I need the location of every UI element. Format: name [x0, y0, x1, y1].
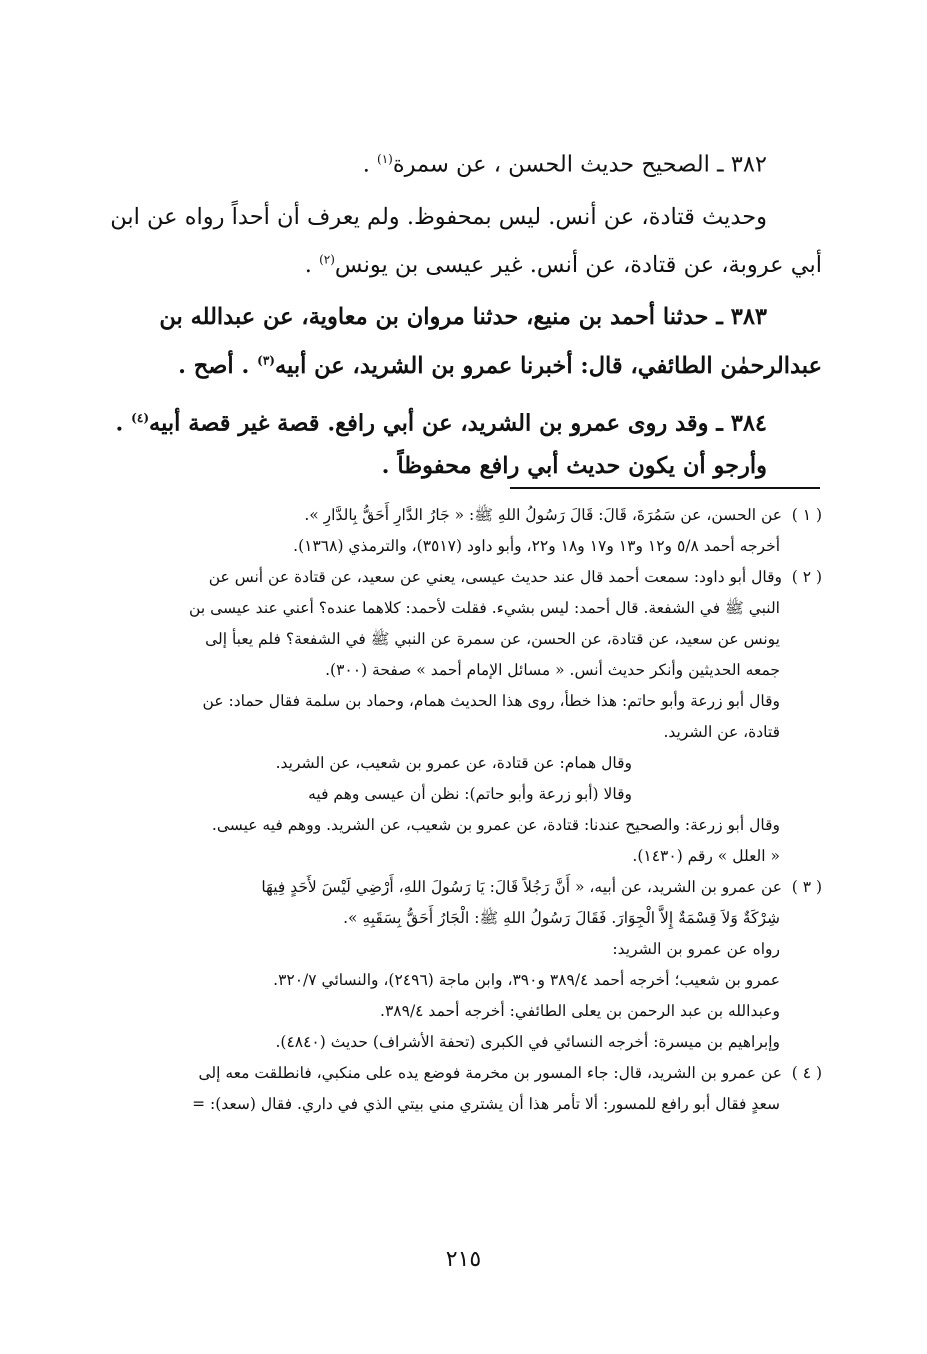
footnote-3 — [100, 872, 822, 1058]
footnote-line: وقال همام: عن قتادة، عن عمرو بن شعيب، عن الشريد. — [275, 754, 632, 772]
footnote-line: عن الحسن، عن سَمُرَةَ، قَالَ: قَالَ رَسُولُ اللهِ ﷺ: « جَارُ الدَّارِ أَحَقُّ بِالدَّارِ ». — [304, 506, 782, 524]
footnote-number: ( ٤ ) — [791, 1064, 822, 1082]
footnote-line: أخرجه أحمد ٥/٨ و١٢ و١٣ و١٧ و١٨ و٢٢، وأبو داود (٣٥١٧)، والترمذي (١٣٦٨). — [293, 537, 780, 555]
footnote-line: عمرو بن شعيب؛ أخرجه أحمد ٣٨٩/٤ و٣٩٠، وابن ماجة (٢٤٩٦)، والنسائي ٣٢٠/٧. — [273, 971, 780, 989]
footnote-line: وقال أبو داود: سمعت أحمد قال عند حديث عيسى، يعني عن سعيد، عن قتادة عن أنس عن — [208, 568, 782, 586]
footnote-line: سعدٍ فقال أبو رافع للمسور: ألا تأمر هذا أن يشتري مني بيتي الذي في داري. فقال (سعد): = — [192, 1095, 780, 1113]
footnote-line: « العلل » رقم (١٤٣٠). — [632, 847, 780, 865]
line: وأرجو أن يكون حديث أبي رافع محفوظاً . — [381, 453, 767, 479]
hadith-384 — [100, 397, 822, 489]
footnote-ref-4: (٤) — [131, 410, 149, 425]
hadith-382: ٣٨٢ ـ الصحيح حديث الحسن ، عن سمرة$^{(١)}$ . — [362, 151, 767, 178]
footnote-1 — [100, 500, 822, 562]
footnote-line: النبي ﷺ في الشفعة. قال أحمد: ليس بشيء. فقلت لأحمد: كلاهما عنده؟ أعني عند عيسى بن — [189, 599, 780, 617]
page-number: ٢١٥ — [445, 1247, 482, 1272]
footnote-line: قتادة، عن الشريد. — [663, 723, 780, 741]
footnote-line: عن عمرو بن الشريد، عن أبيه، « أَنَّ رَجُلاً قَالَ: يَا رَسُولَ اللهِ، أَرْضِي لَيْسَ لأَحَدٍ فِيهَا — [261, 878, 782, 896]
footnote-line: جمعه الحديثين وأنكر حديث أنس. « مسائل الإمام أحمد » صفحة (٣٠٠). — [325, 661, 780, 679]
hadith-382-text: ٣٨٢ ـ الصحيح حديث الحسن ، عن سمرة — [392, 151, 767, 178]
footnote-line: يونس عن سعيد، عن قتادة، عن الحسن، عن سمرة عن النبي ﷺ في الشفعة؟ فلم يعبأ إلى — [205, 630, 780, 648]
hadith-382-continued — [100, 196, 822, 288]
footnote-number: ( ٣ ) — [791, 878, 822, 896]
footnote-number: ( ١ ) — [791, 506, 822, 524]
line: عبدالرحمٰن الطائفي، قال: أخبرنا عمرو بن الشريد، عن أبيه$^{(٣)}$ . أصح . — [178, 352, 822, 379]
line: أبي عروبة، عن قتادة، عن أنس. غير عيسى بن يونس$^{(٢)}$ . — [304, 252, 822, 278]
footnote-line: وقال أبو زرعة: والصحيح عندنا: قتادة، عن عمرو بن شعيب، عن الشريد. ووهم فيه عيسى. — [211, 816, 780, 834]
footnote-line: وإبراهيم بن ميسرة: أخرجه النسائي في الكبرى (تحفة الأشراف) حديث (٤٨٤٠). — [275, 1033, 780, 1051]
footnote-number: ( ٢ ) — [791, 568, 822, 586]
line: وحديث قتادة، عن أنس. ليس بمحفوظ. ولم يعرف أن أحداً رواه عن ابن — [110, 203, 767, 230]
footnote-line: وقال أبو زرعة وأبو حاتم: هذا خطأ، روى هذا الحديث همام، وحماد بن سلمة فقال حماد: عن — [202, 692, 780, 710]
hadith-383 — [100, 296, 822, 388]
footnote-line: وعبدالله بن عبد الرحمن بن يعلى الطائفي: أخرجه أحمد ٣٨٩/٤. — [380, 1002, 780, 1020]
footnote-4 — [100, 1058, 822, 1120]
footnote-ref-2: (٢) — [319, 252, 335, 267]
footnote-ref-3: (٣) — [257, 353, 275, 367]
footnotes — [100, 500, 822, 1120]
footnote-ref-1: (١) — [377, 152, 393, 166]
footnote-line: شِرْكَةٌ وَلاَ قِسْمَةٌ إِلاَّ الْجِوَارَ. فَقَالَ رَسُولُ اللهِ ﷺ: الْجَارُ أَحَقُّ بِسَقَبِهِ ». — [343, 909, 780, 927]
line: ٣٨٣ ـ حدثنا أحمد بن منيع، حدثنا مروان بن معاوية، عن عبدالله بن — [159, 304, 767, 330]
line: ٣٨٤ ـ وقد روى عمرو بن الشريد، عن أبي رافع. قصة غير قصة أبيه$^{(٤)}$ . — [115, 410, 767, 436]
footnote-line: رواه عن عمرو بن الشريد: — [612, 940, 780, 958]
footnote-divider — [510, 487, 820, 489]
footnote-line: عن عمرو بن الشريد، قال: جاء المسور بن مخرمة فوضع يده على منكبي، فانطلقت معه إلى — [198, 1064, 782, 1082]
main-text — [100, 138, 822, 488]
footnote-2 — [100, 562, 822, 872]
footnote-line: وقالا (أبو زرعة وأبو حاتم): نظن أن عيسى وهم فيه — [308, 785, 632, 803]
